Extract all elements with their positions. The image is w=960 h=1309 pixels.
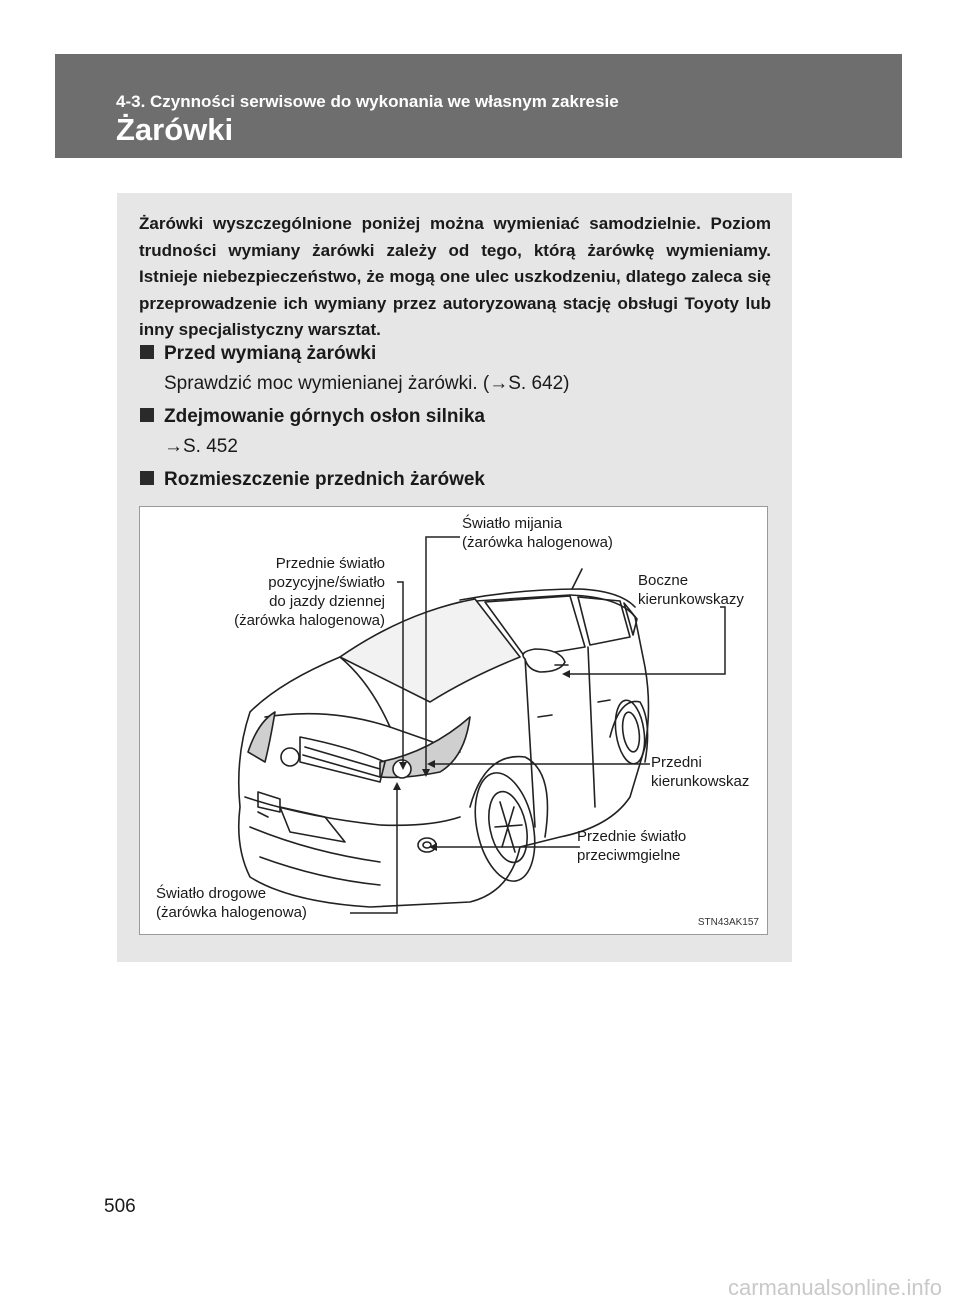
square-bullet-icon [140,345,154,359]
page-number: 506 [104,1196,136,1217]
section-heading-text: Zdejmowanie górnych osłon silnika [164,406,485,427]
car-diagram-figure [139,506,768,935]
label-low-beam: Światło mijania (żarówka halogenowa) [462,515,613,551]
section-heading-bulb-locations [140,469,485,491]
section-body-engine-covers: →S. 452 [164,436,238,457]
intro-paragraph: Żarówki wyszczególnione poniżej można wymieniać samodzielnie. Poziom trudności wymiany żarówki zależy od tego, którą żarówkę wymieniamy. Istnieje niebezpieczeństwo, że mogą one ulec uszkodzeniu, dlatego zaleca się przeprowadzenie ich wymiany przez autoryzowaną stację obsługi Toyoty lub inny specjalistyczny warsztat. [139,214,771,339]
watermark-link[interactable]: carmanualsonline.info [727,1275,942,1300]
content-box [117,193,792,962]
figure-code: STN43AK157 [697,917,759,928]
label-side-signals: Boczne kierunkowskazy [638,572,744,608]
label-position-light: Przednie światło pozycyjne/światło do jazdy dziennej (żarówka halogenowa) [234,555,385,629]
section-heading-engine-covers [140,406,485,428]
square-bullet-icon [140,408,154,422]
section-heading-text: Rozmieszczenie przednich żarówek [164,469,485,490]
label-high-beam: Światło drogowe (żarówka halogenowa) [156,885,307,921]
label-fog-light: Przednie światło przeciwmgielne [577,828,687,864]
section-body-before-replacement: Sprawdzić moc wymienianej żarówki. (→S. 642) [164,373,570,394]
section-heading-text: Przed wymianą żarówki [164,343,377,364]
section-label: 4-3. Czynności serwisowe do wykonania we własnym zakresie [116,92,619,111]
label-front-signal: Przedni kierunkowskaz [651,754,750,790]
section-heading-before-replacement [140,343,376,365]
square-bullet-icon [140,471,154,485]
page-title: Żarówki [116,112,234,147]
